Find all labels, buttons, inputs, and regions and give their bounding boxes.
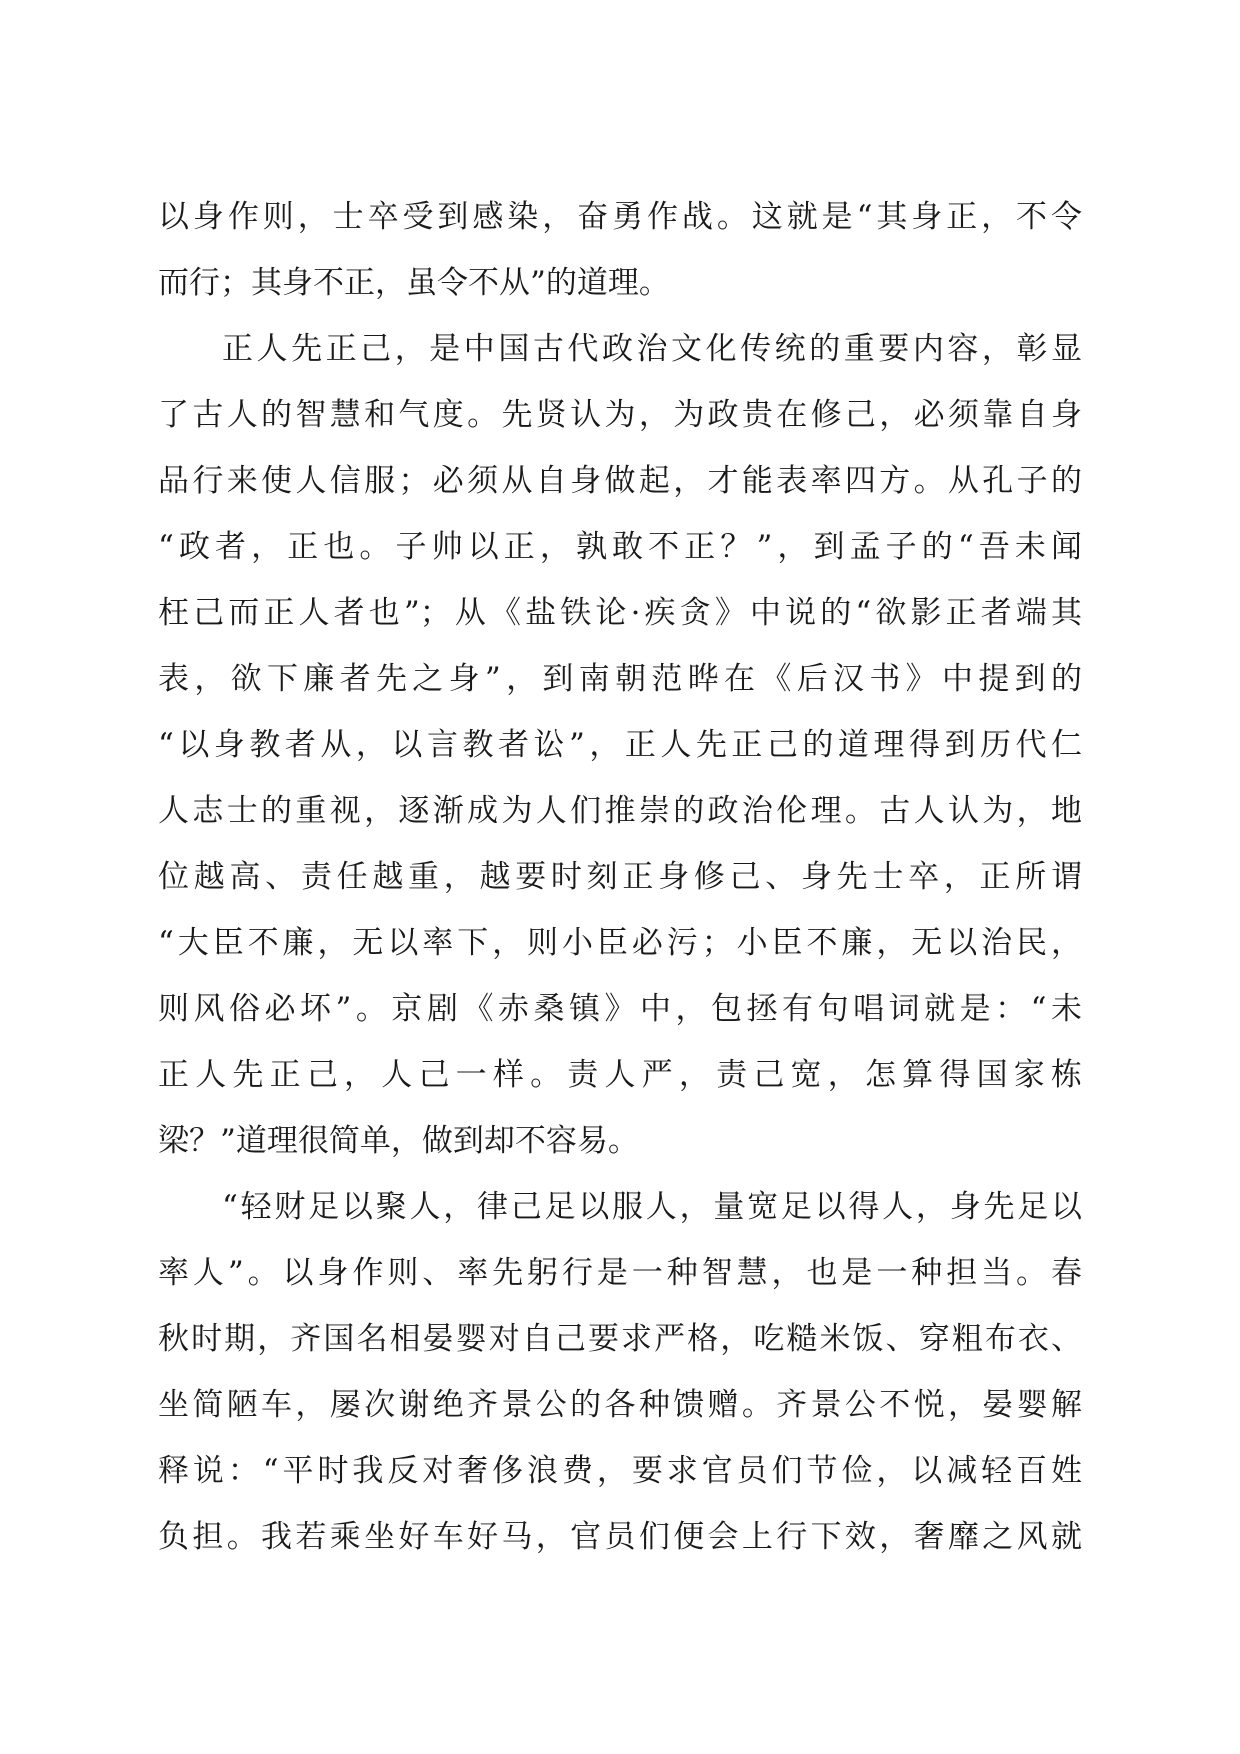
text-line: “大臣不廉，无以率下，则小臣必污；小臣不廉，无以治民， [158,925,1082,961]
text-line: 正人先正己，人己一样。责人严，责己宽，怎算得国家栋 [158,1057,1082,1093]
text-line: 梁？”道理很简单，做到却不容易。 [158,1123,639,1159]
text-line: 了古人的智慧和气度。先贤认为，为政贵在修己，必须靠自身 [158,397,1082,433]
text-line: 表，欲下廉者先之身”，到南朝范晔在《后汉书》中提到的 [158,661,1082,697]
text-line: 率人”。以身作则、率先躬行是一种智慧，也是一种担当。春 [158,1255,1082,1291]
text-line: 释说：“平时我反对奢侈浪费，要求官员们节俭，以减轻百姓 [158,1453,1082,1489]
text-line: 正人先正己，是中国古代政治文化传统的重要内容，彰显 [222,331,1082,367]
text-line: 品行来使人信服；必须从自身做起，才能表率四方。从孔子的 [158,463,1082,499]
text-line: “轻财足以聚人，律己足以服人，量宽足以得人，身先足以 [222,1189,1082,1225]
text-line: 负担。我若乘坐好车好马，官员们便会上行下效，奢靡之风就 [158,1519,1082,1555]
text-line: “以身教者从，以言教者讼”，正人先正己的道理得到历代仁 [158,727,1082,763]
text-line: 秋时期，齐国名相晏婴对自己要求严格，吃糙米饭、穿粗布衣、 [158,1321,1082,1357]
text-line: 而行；其身不正，虽令不从”的道理。 [158,265,670,301]
text-line: 位越高、责任越重，越要时刻正身修己、身先士卒，正所谓 [158,859,1082,895]
body-text [158,184,1082,1570]
text-line: 则风俗必坏”。京剧《赤桑镇》中，包拯有句唱词就是：“未 [158,991,1082,1027]
text-line: 枉己而正人者也”；从《盐铁论·疾贪》中说的“欲影正者端其 [158,595,1082,631]
text-line: 坐简陋车，屡次谢绝齐景公的各种馈赠。齐景公不悦，晏婴解 [158,1387,1082,1423]
text-line: “政者，正也。子帅以正，孰敢不正？”，到孟子的“吾未闻 [158,529,1082,565]
text-line: 以身作则，士卒受到感染，奋勇作战。这就是“其身正，不令 [158,199,1082,235]
text-line: 人志士的重视，逐渐成为人们推崇的政治伦理。古人认为，地 [158,793,1082,829]
